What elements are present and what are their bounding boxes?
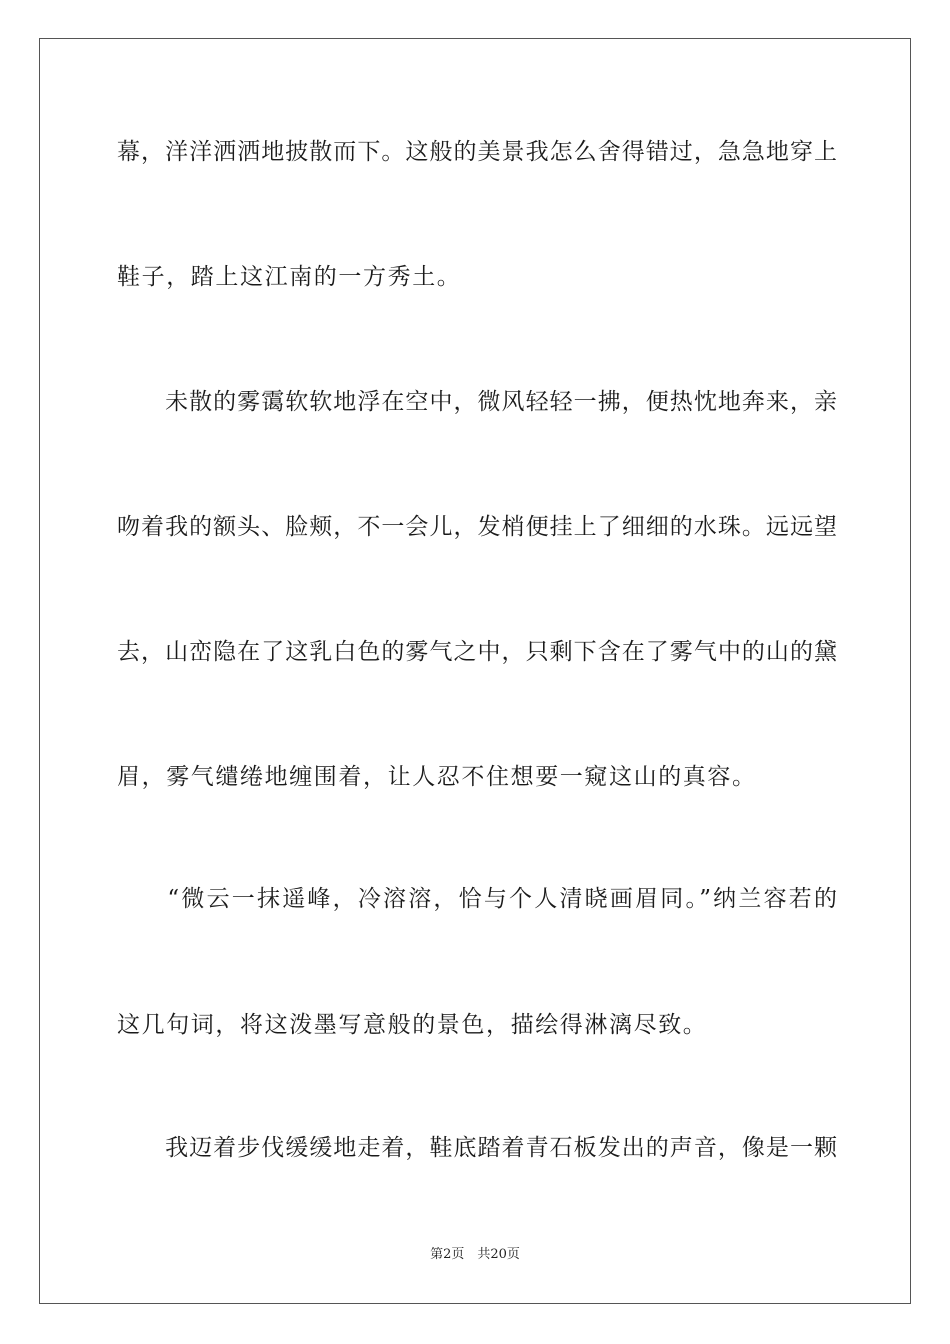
text-line-2: 鞋子，踏上这江南的一方秀土。 [117, 264, 462, 290]
text-line-3: 未散的雾霭软软地浮在空中，微风轻轻一拂，便热忱地奔来，亲 [117, 389, 837, 415]
text-line-8: 这几句词，将这泼墨写意般的景色，描绘得淋漓尽致。 [117, 1012, 708, 1038]
page-number-footer: 第2页 共20页 [430, 1247, 520, 1262]
page-border [39, 38, 911, 1304]
text-line-1: 幕，洋洋洒洒地披散而下。这般的美景我怎么舍得错过，急急地穿上 [117, 139, 837, 165]
text-line-9: 我迈着步伐缓缓地走着，鞋底踏着青石板发出的声音，像是一颗 [117, 1135, 837, 1161]
text-line-4: 吻着我的额头、脸颊，不一会儿，发梢便挂上了细细的水珠。远远望 [117, 514, 837, 540]
text-line-5: 去，山峦隐在了这乳白色的雾气之中，只剩下含在了雾气中的山的黛 [117, 639, 837, 665]
text-line-7: “微云一抹遥峰，冷溶溶，恰与个人清晓画眉同。”纳兰容若的 [117, 886, 837, 912]
text-line-6: 眉，雾气缱绻地缠围着，让人忍不住想要一窥这山的真容。 [117, 764, 757, 790]
